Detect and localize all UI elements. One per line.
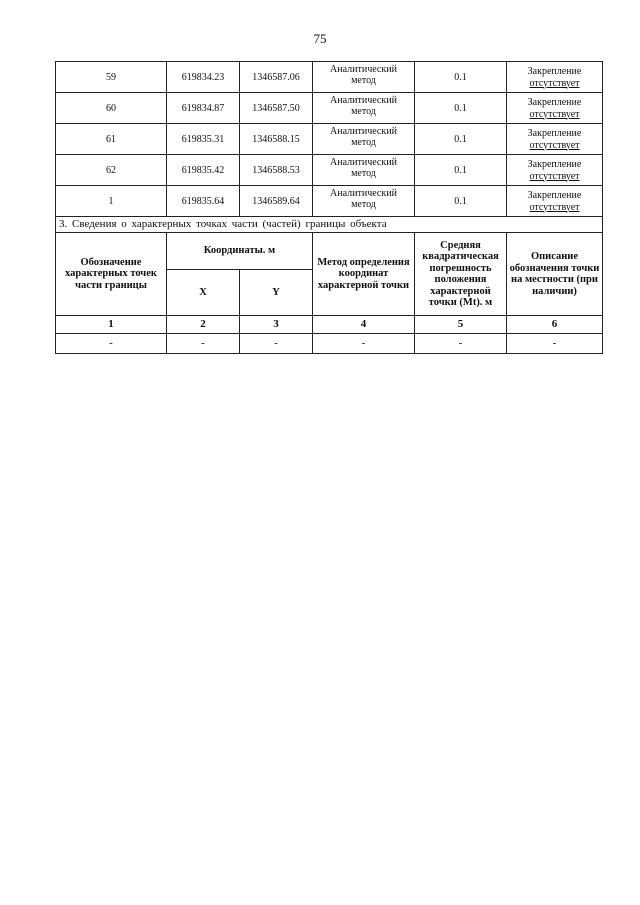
accuracy-cell: 0.1 bbox=[415, 93, 507, 124]
method-line-2: метод bbox=[351, 137, 376, 148]
section-title-row bbox=[56, 217, 603, 233]
y-coordinate-cell: 1346588.15 bbox=[240, 124, 313, 155]
description-line-2: отсутствует bbox=[529, 139, 580, 151]
header-coordinates: Координаты. м bbox=[167, 233, 313, 270]
y-coordinate-cell: 1346587.06 bbox=[240, 62, 313, 93]
column-number: 1 bbox=[56, 316, 167, 334]
point-number-cell: 62 bbox=[56, 155, 167, 186]
method-line-2: метод bbox=[351, 168, 376, 179]
point-number-cell: 61 bbox=[56, 124, 167, 155]
table-row bbox=[56, 334, 603, 354]
accuracy-cell: 0.1 bbox=[415, 124, 507, 155]
method-line-1: Аналитический bbox=[330, 188, 397, 199]
description-line-2: отсутствует bbox=[529, 201, 580, 213]
method-line-2: метод bbox=[351, 75, 376, 86]
header-method: Метод определения координат характерной точки bbox=[313, 233, 415, 316]
point-number-cell: 59 bbox=[56, 62, 167, 93]
description-line-1: Закрепление bbox=[527, 189, 582, 201]
method-cell bbox=[313, 93, 415, 124]
column-number: 3 bbox=[240, 316, 313, 334]
description-cell bbox=[507, 155, 603, 186]
method-line-2: метод bbox=[351, 199, 376, 210]
empty-cell: - bbox=[415, 334, 507, 354]
description-line-2: отсутствует bbox=[529, 170, 580, 182]
method-cell bbox=[313, 62, 415, 93]
column-number: 5 bbox=[415, 316, 507, 334]
method-line-2: метод bbox=[351, 106, 376, 117]
page-number: 75 bbox=[313, 31, 327, 46]
header-accuracy: Средняя квадратическая погрешность положения характерной точки (Mt). м bbox=[415, 233, 507, 316]
section-title: 3. Сведения о характерных точках части (частей) границы объекта bbox=[56, 217, 603, 233]
column-number: 2 bbox=[167, 316, 240, 334]
accuracy-cell: 0.1 bbox=[415, 186, 507, 217]
description-line-2: отсутствует bbox=[529, 108, 580, 120]
column-number: 6 bbox=[507, 316, 603, 334]
header-y: Y bbox=[240, 270, 313, 316]
y-coordinate-cell: 1346587.50 bbox=[240, 93, 313, 124]
description-line-1: Закрепление bbox=[527, 158, 582, 170]
method-line-1: Аналитический bbox=[330, 126, 397, 137]
description-line-1: Закрепление bbox=[527, 65, 582, 77]
description-cell bbox=[507, 62, 603, 93]
y-coordinate-cell: 1346588.53 bbox=[240, 155, 313, 186]
column-numbers-row bbox=[56, 316, 603, 334]
method-line-1: Аналитический bbox=[330, 95, 397, 106]
method-cell bbox=[313, 155, 415, 186]
description-line-1: Закрепление bbox=[527, 96, 582, 108]
method-line-1: Аналитический bbox=[330, 157, 397, 168]
points-table-body bbox=[56, 62, 603, 354]
x-coordinate-cell: 619835.42 bbox=[167, 155, 240, 186]
x-coordinate-cell: 619835.31 bbox=[167, 124, 240, 155]
header-description: Описание обозначения точки на местности (при наличии) bbox=[507, 233, 603, 316]
y-coordinate-cell: 1346589.64 bbox=[240, 186, 313, 217]
coordinates-table bbox=[55, 61, 603, 354]
empty-cell: - bbox=[507, 334, 603, 354]
point-number-cell: 1 bbox=[56, 186, 167, 217]
method-cell bbox=[313, 186, 415, 217]
empty-cell: - bbox=[56, 334, 167, 354]
accuracy-cell: 0.1 bbox=[415, 62, 507, 93]
table-row bbox=[56, 155, 603, 186]
header-row bbox=[56, 233, 603, 270]
empty-cell: - bbox=[240, 334, 313, 354]
x-coordinate-cell: 619834.87 bbox=[167, 93, 240, 124]
x-coordinate-cell: 619834.23 bbox=[167, 62, 240, 93]
empty-cell: - bbox=[167, 334, 240, 354]
point-number-cell: 60 bbox=[56, 93, 167, 124]
description-line-1: Закрепление bbox=[527, 127, 582, 139]
accuracy-cell: 0.1 bbox=[415, 155, 507, 186]
description-line-2: отсутствует bbox=[529, 77, 580, 89]
table-row bbox=[56, 124, 603, 155]
column-number: 4 bbox=[313, 316, 415, 334]
table-row bbox=[56, 93, 603, 124]
table-row bbox=[56, 62, 603, 93]
header-designation: Обозначение характерных точек части границы bbox=[56, 233, 167, 316]
method-cell bbox=[313, 124, 415, 155]
empty-cell: - bbox=[313, 334, 415, 354]
method-line-1: Аналитический bbox=[330, 64, 397, 75]
table-row bbox=[56, 186, 603, 217]
header-x: X bbox=[167, 270, 240, 316]
description-cell bbox=[507, 124, 603, 155]
description-cell bbox=[507, 93, 603, 124]
description-cell bbox=[507, 186, 603, 217]
x-coordinate-cell: 619835.64 bbox=[167, 186, 240, 217]
